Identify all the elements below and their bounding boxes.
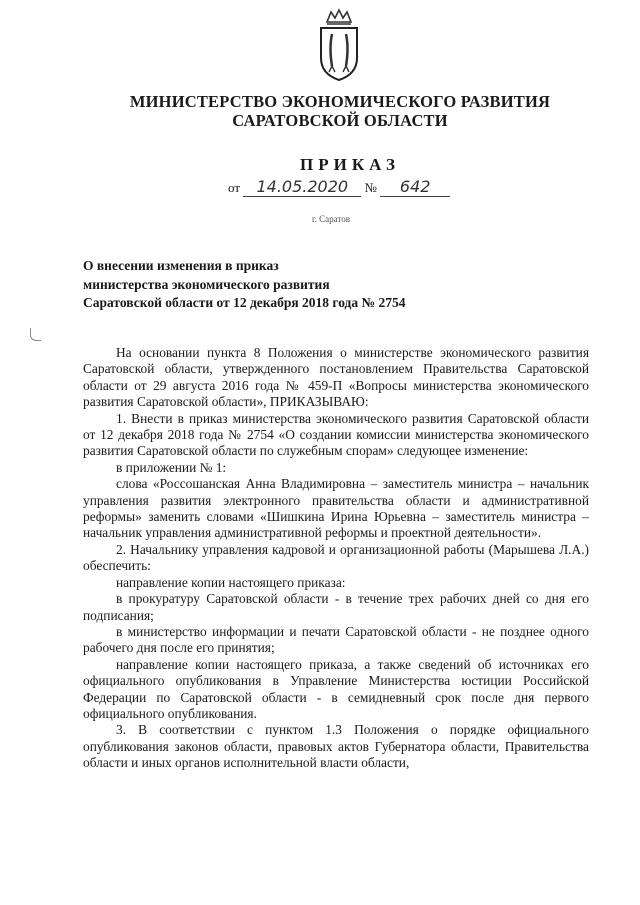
ministry-line-1: МИНИСТЕРСТВО ЭКОНОМИЧЕСКОГО РАЗВИТИЯ xyxy=(129,92,551,111)
order-date: 14.05.2020 xyxy=(256,177,349,196)
order-subject xyxy=(83,257,483,313)
ministry-line-2: САРАТОВСКОЙ ОБЛАСТИ xyxy=(232,111,448,130)
body-paragraph-8: в министерство информации и печати Саратовской области - не позднее одного рабочего дня после его принятия; xyxy=(83,623,589,656)
margin-mark xyxy=(30,328,41,341)
body-paragraph-3: в приложении № 1: xyxy=(116,459,227,475)
body-paragraph-1: На основании пункта 8 Положения о министерстве экономического развития Саратовской области, утвержденного постановлением Правительства Саратовской области от 29 августа 2016 года № 459-П «Вопросы министерства экономического развития Саратовской области», ПРИКАЗЫВАЮ: xyxy=(83,345,589,410)
body-paragraph-2: 1. Внести в приказ министерства экономического развития Саратовской области от 12 декабря 2018 года № 2754 «О создании комиссии министерства экономического развития Саратовской области по служебным спорам» следующее изменение: xyxy=(83,410,589,459)
order-number: 642 xyxy=(399,177,431,196)
body-paragraph-6: направление копии настоящего приказа: xyxy=(116,574,346,590)
city-label: г. Саратов xyxy=(312,214,350,224)
body-paragraph-9: направление копии настоящего приказа, а также сведений об источниках его официального опубликования в Управление Министерства юстиции Российской Федерации по Саратовской области - в семидневный срок после дня первого официального опубликования. xyxy=(83,656,589,721)
body-paragraph-4: слова «Россошанская Анна Владимировна – заместитель министра – начальник управления развития электронного правительства области и административной реформы» заменить словами «Шишкина Ирина Юрьевна – заместитель министра – начальник управления административной реформы и проектной деятельности». xyxy=(83,476,589,541)
document-type: ПРИКАЗ xyxy=(300,155,400,174)
subject-line-2: министерства экономического развития xyxy=(83,276,330,292)
order-body xyxy=(83,345,589,772)
ministry-name xyxy=(120,92,560,130)
body-paragraph-10: 3. В соответствии с пунктом 1.3 Положения о порядке официального опубликования законов области, правовых актов Губернатора области, Правительства области и иных органов исполнительной власти области, xyxy=(83,722,589,771)
body-paragraph-5: 2. Начальнику управления кадровой и организационной работы (Марышева Л.А.) обеспечить: xyxy=(83,541,589,574)
subject-line-3: Саратовской области от 12 декабря 2018 года № 2754 xyxy=(83,295,406,310)
number-sign: № xyxy=(364,180,377,195)
coat-of-arms-icon xyxy=(317,8,361,82)
body-paragraph-7: в прокуратуру Саратовской области - в течение трех рабочих дней со дня его подписания; xyxy=(83,591,589,623)
date-prefix: от xyxy=(228,180,241,195)
subject-line-1: О внесении изменения в приказ xyxy=(83,258,279,273)
date-number-line xyxy=(228,177,450,197)
